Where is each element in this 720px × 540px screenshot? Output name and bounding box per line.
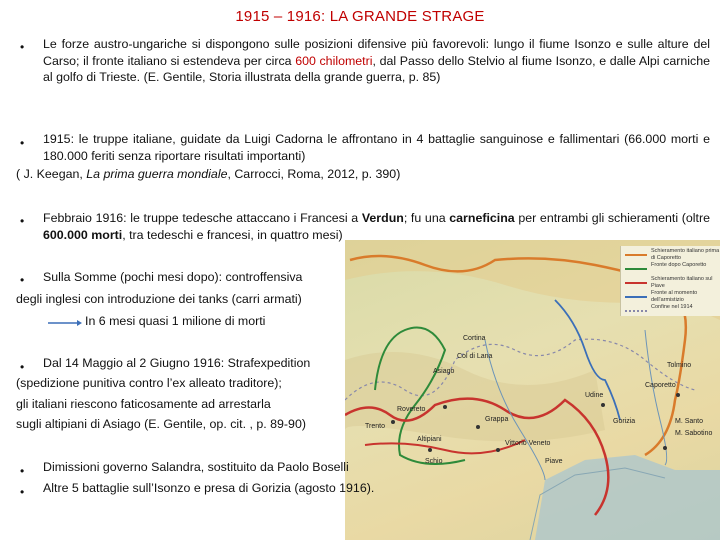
place-tolmino: Tolmino bbox=[667, 362, 692, 369]
legend-swatch bbox=[625, 268, 647, 270]
page-title: 1915 – 1916: LA GRANDE STRAGE bbox=[235, 8, 485, 25]
p6-line2: Altre 5 battaglie sull’Isonzo e presa di Gorizia (agosto 1916). bbox=[43, 481, 375, 495]
legend-item bbox=[621, 262, 720, 276]
p5-line4: sugli altipiani di Asiago (E. Gentile, op. cit. , p. 89-90) bbox=[16, 417, 306, 431]
bullet-5: • bbox=[20, 360, 25, 374]
p3-carneficina: carneficina bbox=[449, 211, 515, 225]
legend-swatch bbox=[625, 254, 647, 256]
bullet-6: • bbox=[20, 464, 25, 478]
p4-million-dead: In 6 mesi quasi 1 milione di morti bbox=[85, 314, 266, 328]
p2-citation bbox=[16, 166, 706, 183]
place-cortina: Cortina bbox=[463, 335, 486, 342]
legend-item bbox=[621, 304, 720, 318]
bullet-7: • bbox=[20, 485, 25, 499]
place-udine: Udine bbox=[585, 392, 604, 399]
place-altipiani: Altipiani bbox=[417, 436, 442, 443]
p4-line1: Sulla Somme (pochi mesi dopo): controffensiva bbox=[43, 270, 303, 284]
p2-cite-a: ( J. Keegan, bbox=[16, 167, 87, 181]
p4-line3 bbox=[85, 313, 345, 330]
p3-text-f: per entrambi gli schieramenti (oltre bbox=[514, 211, 710, 225]
paragraph-1915-cadorna bbox=[43, 131, 710, 164]
legend-item bbox=[621, 248, 720, 262]
map-legend bbox=[620, 246, 720, 316]
place-gorizia: Gorizia bbox=[613, 418, 636, 425]
place-caporetto: Caporetto bbox=[645, 382, 676, 389]
legend-label: Confine nel 1914 bbox=[651, 304, 693, 310]
p1-highlight-600km: 600 chilometri bbox=[295, 53, 373, 68]
p2-cite-book: La prima guerra mondiale bbox=[86, 167, 228, 181]
p3-morti: 600.000 morti bbox=[43, 227, 123, 242]
legend-label: Fronte al momento dell'armistizio bbox=[651, 290, 698, 303]
place-col-di-lana: Col di Lana bbox=[457, 353, 493, 360]
bullet-4: • bbox=[20, 273, 25, 287]
bullet-3: • bbox=[20, 214, 25, 228]
p6-line1 bbox=[43, 459, 423, 476]
p4-line2: degli inglesi con introduzione dei tanks (carri armati) bbox=[16, 292, 302, 306]
bullet-1: • bbox=[20, 40, 25, 54]
legend-label: Schieramento italiano prima di Caporetto bbox=[651, 248, 720, 261]
legend-label: Schieramento italiano sul Piave bbox=[651, 276, 713, 289]
place-rovereto: Rovereto bbox=[397, 406, 426, 413]
p1-text-a: Le forze austro-ungariche si dispongono sulle posizioni difensive più favorevoli: lungo il fiume Isonzo e sulle alture del Carso; il fronte italiano si estendeva per circa bbox=[43, 37, 710, 68]
legend-item bbox=[621, 276, 720, 290]
p3-text-d: ; fu una bbox=[403, 211, 450, 225]
p3-date: Febbraio 1916: bbox=[43, 211, 127, 225]
p2-text: 1915: le truppe italiane, guidate da Luigi Cadorna le affrontano in 4 battaglie sanguinose e fallimentari (66.000 morti e 180.000 feriti senza riportare risultati importanti) bbox=[43, 132, 710, 163]
paragraph-forze-austro-ungariche bbox=[43, 36, 710, 86]
place-m-sabotino: M. Sabotino bbox=[675, 430, 713, 437]
bullet-2: • bbox=[20, 136, 25, 150]
place-m-santo: M. Santo bbox=[675, 418, 704, 425]
p5-line1: Dal 14 Maggio al 2 Giugno 1916: Strafexpedition bbox=[43, 356, 311, 370]
place-schio: Schio bbox=[425, 458, 443, 465]
legend-swatch bbox=[625, 310, 647, 312]
p6-boselli: Paolo Boselli bbox=[277, 460, 349, 474]
p1-citation: (E. Gentile, Storia illustrata della grande guerra, p. 85) bbox=[140, 70, 441, 84]
p6-dimissioni: Dimissioni governo Salandra, sostituito da bbox=[43, 460, 278, 474]
p1-text-c: , dal Passo dello Stelvio al fiume Isonzo, e dalle Alpi carniche al golfo di Trieste. bbox=[43, 53, 710, 84]
paragraph-verdun bbox=[43, 210, 710, 243]
p3-text-h: , tra tedeschi e francesi, in quattro mesi) bbox=[122, 227, 343, 242]
arrow-icon bbox=[48, 320, 82, 326]
place-piave: Piave bbox=[545, 458, 563, 465]
p2-cite-c: , Carrocci, Roma, 2012, p. 390) bbox=[227, 167, 401, 181]
legend-swatch bbox=[625, 282, 647, 284]
p3-verdun: Verdun bbox=[361, 211, 404, 225]
place-asiago: Asiago bbox=[433, 368, 455, 375]
p5-line2: (spedizione punitiva contro l’ex alleato traditore); bbox=[16, 376, 282, 390]
place-grappa: Grappa bbox=[485, 416, 509, 423]
legend-swatch bbox=[625, 296, 647, 298]
p3-text-b: le truppe tedesche attaccano i Francesi a bbox=[126, 211, 362, 225]
p5-line3: gli italiani riescono faticosamente ad arrestarla bbox=[16, 397, 271, 411]
legend-label: Fronte dopo Caporetto bbox=[651, 262, 707, 268]
legend-item bbox=[621, 290, 720, 304]
place-vittorio-veneto: Vittorio Veneto bbox=[505, 440, 551, 447]
place-trento: Trento bbox=[365, 423, 385, 430]
